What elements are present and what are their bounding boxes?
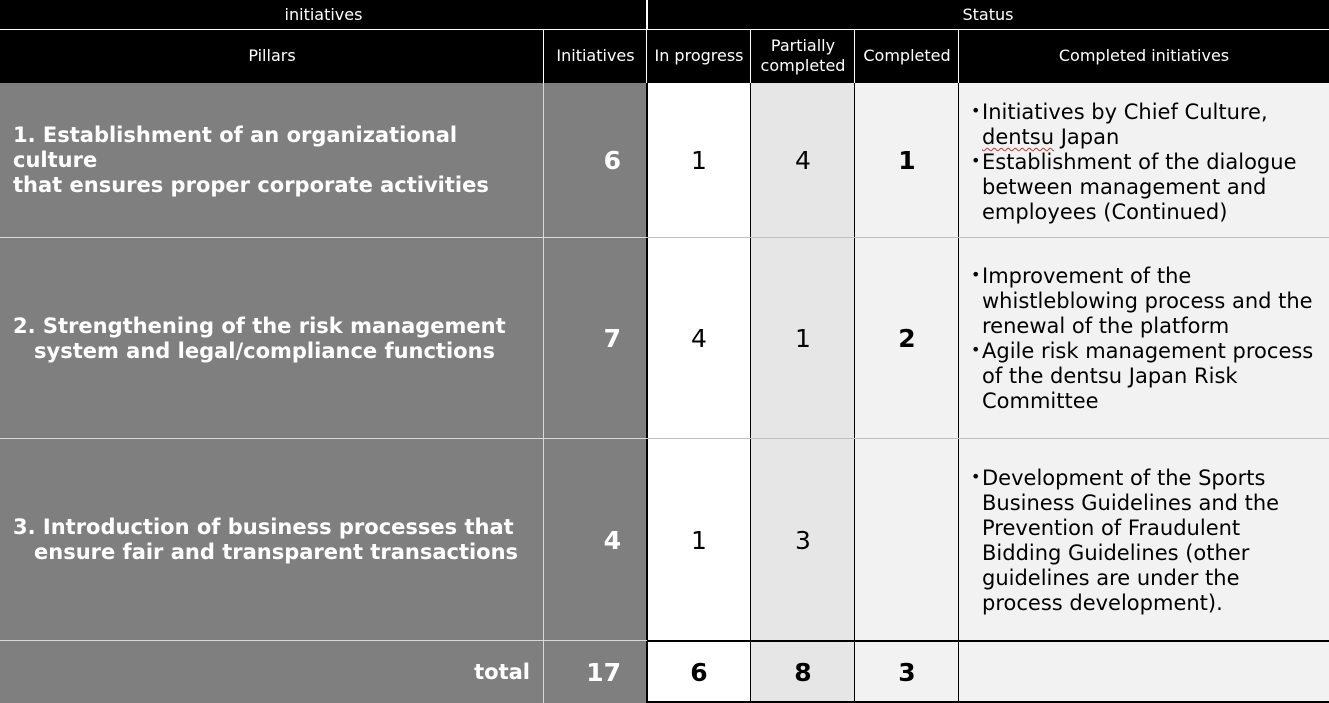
list-item: • Agile risk management process of the dentsu Japan Risk Committee xyxy=(971,339,1323,414)
header-group-initiatives: initiatives xyxy=(0,0,647,29)
grid-line xyxy=(646,29,647,83)
total-completed-initiatives xyxy=(959,641,1329,703)
header-completed: Completed xyxy=(855,29,959,83)
total-initiatives: 17 xyxy=(544,641,647,703)
row3-initiatives: 4 xyxy=(544,439,647,641)
total-label: total xyxy=(0,641,544,703)
list-item: • Improvement of the whistleblowing process and the renewal of the platform xyxy=(971,264,1323,339)
header-pillars: Pillars xyxy=(0,29,544,83)
grid-line xyxy=(543,83,544,703)
row3-pillar xyxy=(0,439,544,641)
grid-line xyxy=(646,83,648,703)
row2-completed-initiatives xyxy=(959,238,1329,439)
grid-line xyxy=(958,29,959,83)
header-partially-line1: Partially xyxy=(770,36,836,55)
grid-line xyxy=(647,438,1329,439)
row1-initiative-list xyxy=(971,100,1323,225)
grid-line xyxy=(0,237,647,238)
total-in-progress: 6 xyxy=(647,641,751,703)
row1-in-progress: 1 xyxy=(647,83,751,238)
row2-pillar-line1: 2. Strengthening of the risk management xyxy=(13,313,506,338)
grid-line xyxy=(543,29,544,83)
grid-line xyxy=(0,29,1329,30)
row1-completed: 1 xyxy=(855,83,959,238)
row1-initiatives: 6 xyxy=(544,83,647,238)
grid-line xyxy=(646,0,648,29)
row1-completed-initiatives xyxy=(959,83,1329,238)
grid-line xyxy=(958,83,959,703)
row2-partially-completed: 1 xyxy=(751,238,855,439)
row3-in-progress: 1 xyxy=(647,439,751,641)
row2-initiatives: 7 xyxy=(544,238,647,439)
row2-pillar-line2: system and legal/compliance functions xyxy=(34,338,496,363)
row3-partially-completed: 3 xyxy=(751,439,855,641)
row3-pillar-line2: ensure fair and transparent transactions xyxy=(34,540,519,564)
header-partially-completed xyxy=(751,29,855,83)
row2-initiative-list xyxy=(971,264,1323,414)
row3-pillar-line1: 3. Introduction of business processes that xyxy=(13,515,514,539)
header-group-status: Status xyxy=(647,0,1329,29)
list-item: • Establishment of the dialogue between management and employees (Continued) xyxy=(971,150,1323,225)
grid-line xyxy=(854,29,855,83)
grid-line xyxy=(750,29,751,83)
total-completed: 3 xyxy=(855,641,959,703)
list-item: • Development of the Sports Business Guidelines and the Prevention of Fraudulent Bidding Guidelines (other guidelines are under the process development). xyxy=(971,466,1323,616)
grid-line xyxy=(647,237,1329,238)
row3-completed xyxy=(855,439,959,641)
grid-line xyxy=(0,438,647,439)
row1-pillar xyxy=(0,83,544,238)
row3-initiative-list xyxy=(971,466,1323,616)
grid-line xyxy=(0,640,647,641)
row3-completed-initiatives xyxy=(959,439,1329,641)
grid-line xyxy=(647,640,1329,642)
header-initiatives: Initiatives xyxy=(544,29,647,83)
row1-pillar-line1: 1. Establishment of an organizational culture xyxy=(13,123,458,172)
header-partially-line2: completed xyxy=(760,56,846,75)
row2-completed: 2 xyxy=(855,238,959,439)
row2-in-progress: 4 xyxy=(647,238,751,439)
row2-pillar xyxy=(0,238,544,439)
total-partially-completed: 8 xyxy=(751,641,855,703)
list-item: • Initiatives by Chief Culture, dentsu Japan xyxy=(971,100,1323,150)
grid-line xyxy=(750,83,751,703)
header-in-progress: In progress xyxy=(647,29,751,83)
row1-pillar-line2: that ensures proper corporate activities xyxy=(13,173,489,197)
grid-line xyxy=(854,83,855,703)
row1-partially-completed: 4 xyxy=(751,83,855,238)
header-completed-initiatives: Completed initiatives xyxy=(959,29,1329,83)
